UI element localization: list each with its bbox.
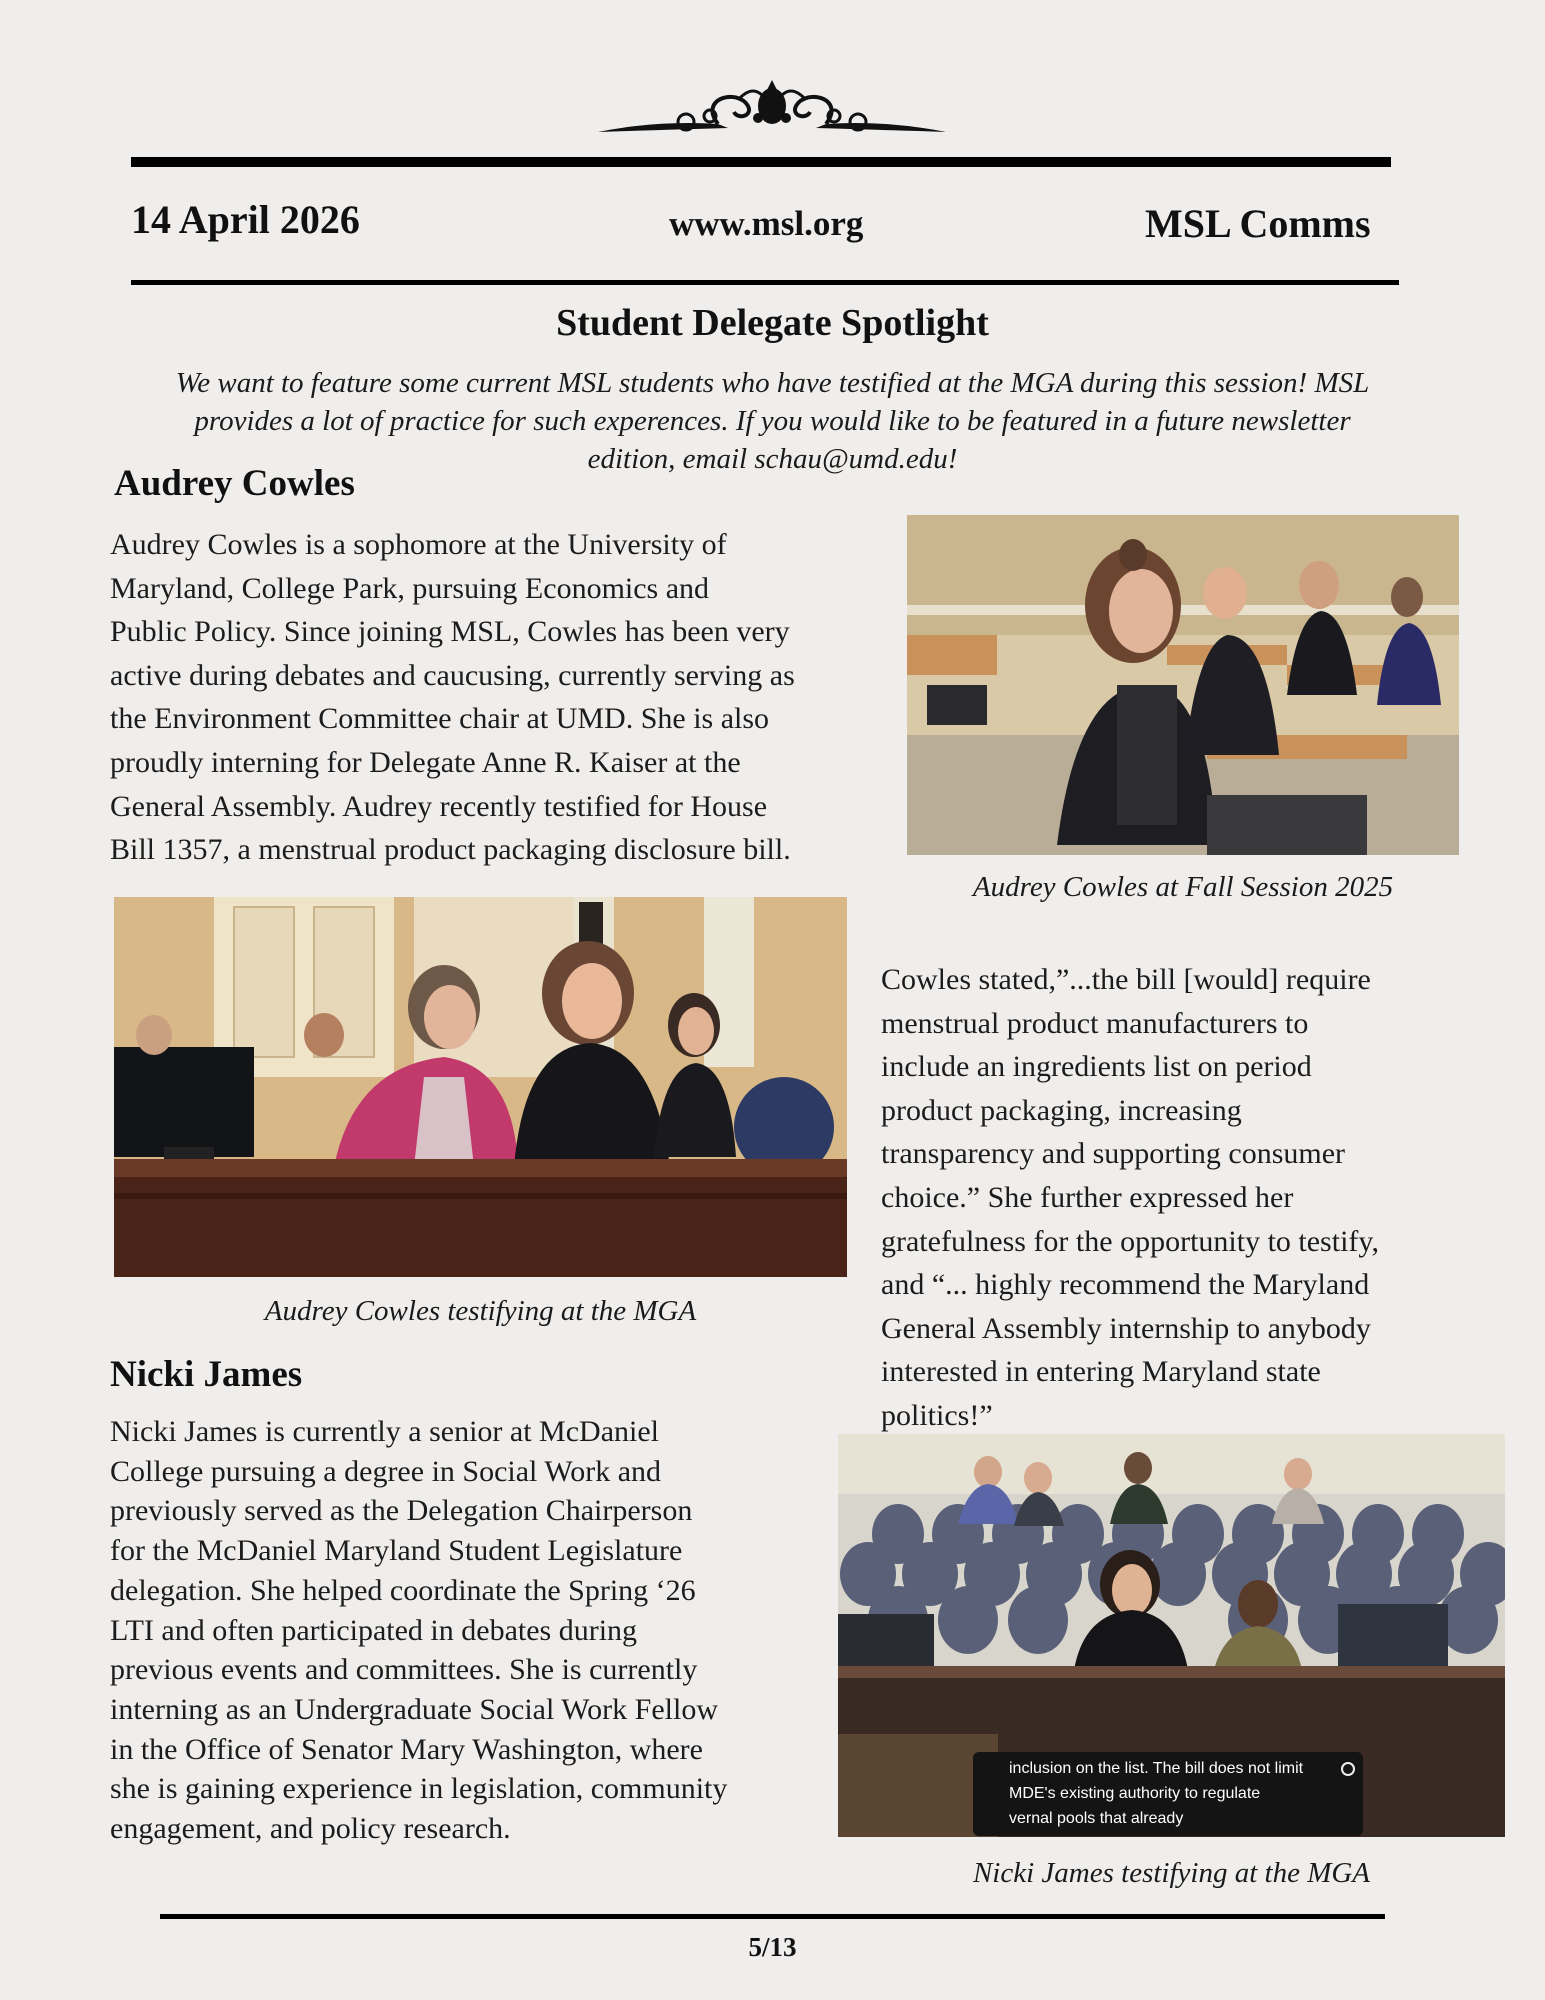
photo-audrey-testifying bbox=[114, 897, 847, 1277]
quote-line: General Assembly internship to anybody bbox=[881, 1311, 1371, 1345]
quote-line: transparency and supporting consumer bbox=[881, 1137, 1346, 1171]
quote-line: include an ingredients list on period bbox=[881, 1050, 1312, 1084]
bio-line: College pursuing a degree in Social Work and bbox=[110, 1454, 662, 1488]
nicki-bio bbox=[110, 1412, 845, 1849]
bio-line: she is gaining experience in legislation, community bbox=[110, 1772, 728, 1806]
bio-line: in the Office of Senator Mary Washington, where bbox=[110, 1732, 703, 1766]
quote-line: politics!” bbox=[881, 1398, 993, 1432]
intro-paragraph: We want to feature some current MSL students who have testified at the MGA during this session! MSL provides a lot of practice for such experences. If you would like to be featured in a future newsletter edition, email schau@umd.edu! bbox=[175, 367, 1370, 475]
quote-line: interested in entering Maryland state bbox=[881, 1355, 1321, 1389]
ornament bbox=[598, 78, 946, 136]
photo-fall-session bbox=[907, 515, 1459, 855]
publisher-name: MSL Comms bbox=[1145, 201, 1371, 246]
issue-date: 14 April 2026 bbox=[131, 197, 360, 242]
quote-line: gratefulness for the opportunity to testify, bbox=[881, 1224, 1379, 1258]
bio-line: Audrey Cowles is a sophomore at the University of bbox=[110, 528, 727, 561]
bio-line: previously served as the Delegation Chairperson bbox=[110, 1494, 693, 1528]
bio-line: interning as an Undergraduate Social Work Fellow bbox=[110, 1692, 718, 1726]
bio-line: for the McDaniel Maryland Student Legislature bbox=[110, 1534, 683, 1568]
section-title: Student Delegate Spotlight bbox=[556, 302, 989, 344]
bio-line: the Environment Committee chair at UMD. She is also bbox=[110, 702, 770, 736]
quote-line: and “... highly recommend the Maryland bbox=[881, 1268, 1370, 1302]
bio-line: Maryland, College Park, pursuing Economics and bbox=[110, 571, 710, 605]
page-number: 5/13 bbox=[748, 1932, 797, 1962]
gear-icon[interactable] bbox=[1341, 1762, 1355, 1776]
footer-rule bbox=[160, 1914, 1385, 1919]
quote-line: menstrual product manufacturers to bbox=[881, 1006, 1309, 1040]
caption-fall-session: Audrey Cowles at Fall Session 2025 bbox=[972, 871, 1394, 903]
quote-line: choice.” She further expressed her bbox=[881, 1180, 1294, 1214]
header-bottom-rule bbox=[131, 280, 1399, 285]
caption-audrey-testifying: Audrey Cowles testifying at the MGA bbox=[264, 1295, 697, 1327]
bio-line: engagement, and policy research. bbox=[110, 1812, 511, 1846]
website-link[interactable]: www.msl.org bbox=[669, 204, 864, 243]
bio-line: Nicki James is currently a senior at McDaniel bbox=[110, 1415, 659, 1448]
bio-line: Public Policy. Since joining MSL, Cowles has been very bbox=[110, 615, 790, 649]
bio-line: Bill 1357, a menstrual product packaging disclosure bill. bbox=[110, 833, 791, 867]
quote-line: Cowles stated,”...the bill [would] require bbox=[881, 963, 1371, 996]
caption-nicki-testifying: Nicki James testifying at the MGA bbox=[972, 1857, 1371, 1889]
video-caption-text bbox=[1009, 1756, 1303, 1831]
audrey-name-heading: Audrey Cowles bbox=[114, 463, 355, 504]
bio-line: active during debates and caucusing, currently serving as bbox=[110, 658, 795, 692]
video-caption-line: vernal pools that already bbox=[1009, 1810, 1184, 1827]
bio-line: General Assembly. Audrey recently testified for House bbox=[110, 789, 768, 823]
video-caption-line: inclusion on the list. The bill does not limit bbox=[1009, 1760, 1304, 1777]
bio-line: LTI and often participated in debates during bbox=[110, 1613, 638, 1647]
bio-line: proudly interning for Delegate Anne R. Kaiser at the bbox=[110, 745, 741, 779]
audrey-bio bbox=[110, 523, 900, 872]
audrey-quote bbox=[881, 958, 1501, 1438]
bio-line: previous events and committees. She is currently bbox=[110, 1653, 698, 1687]
video-caption-box bbox=[973, 1752, 1363, 1836]
quote-line: product packaging, increasing bbox=[881, 1093, 1242, 1127]
video-caption-line: MDE's existing authority to regulate bbox=[1009, 1785, 1261, 1802]
bio-line: delegation. She helped coordinate the Spring ‘26 bbox=[110, 1573, 696, 1607]
header-top-rule bbox=[131, 157, 1391, 167]
nicki-name-heading: Nicki James bbox=[110, 1354, 303, 1395]
